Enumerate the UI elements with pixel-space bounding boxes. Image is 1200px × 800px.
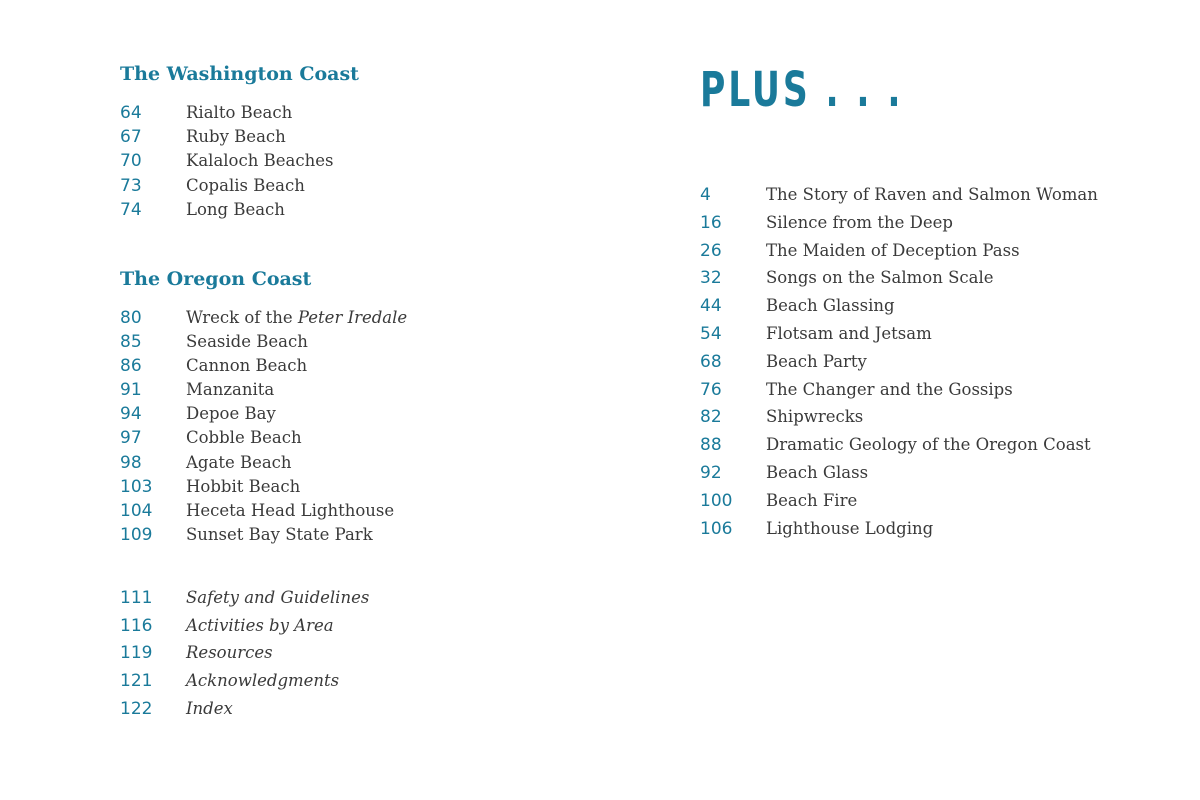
page-number: 70 <box>120 151 142 172</box>
page-number: 26 <box>700 240 722 261</box>
page-number: 76 <box>700 379 722 400</box>
entry-title: Cannon Beach <box>186 356 308 376</box>
entry-title: Seaside Beach <box>186 332 308 352</box>
page-number: 67 <box>120 127 142 148</box>
toc-entry[interactable] <box>700 376 1098 404</box>
entry-title: Cobble Beach <box>186 428 302 448</box>
toc-entry[interactable] <box>700 320 1098 348</box>
washington-coast-heading: The Washington Coast <box>120 63 359 85</box>
page-number: 103 <box>120 476 153 497</box>
entry-title: Heceta Head Lighthouse <box>186 500 395 520</box>
entry-title: Beach Fire <box>766 490 858 510</box>
toc-entry[interactable] <box>120 426 407 450</box>
back-matter-list <box>120 584 369 722</box>
entry-title: Long Beach <box>186 199 285 219</box>
page-number: 32 <box>700 268 722 289</box>
page-number: 44 <box>700 296 722 317</box>
page-number: 82 <box>700 407 722 428</box>
entry-title: The Story of Raven and Salmon Woman <box>766 185 1098 204</box>
toc-entry[interactable] <box>120 695 369 723</box>
entry-title: Index <box>186 698 233 718</box>
toc-entry[interactable] <box>700 292 1098 320</box>
page-number: 4 <box>700 185 711 205</box>
entry-title: Depoe Bay <box>186 404 276 424</box>
page-number: 92 <box>700 462 722 483</box>
toc-entry[interactable] <box>120 584 369 612</box>
entry-title: Beach Party <box>766 351 867 371</box>
entry-title: Acknowledgments <box>186 671 340 691</box>
page-number: 98 <box>120 452 142 473</box>
entry-title: Beach Glass <box>766 462 869 482</box>
page-number: 100 <box>700 490 733 511</box>
entry-title: Sunset Bay State Park <box>186 524 373 544</box>
entry-title: Flotsam and Jetsam <box>766 323 932 343</box>
entry-title: The Changer and the Gossips <box>766 379 1013 399</box>
page-number: 64 <box>120 103 142 123</box>
entry-title: Lighthouse Lodging <box>766 518 934 538</box>
page-number: 97 <box>120 428 142 449</box>
toc-entry[interactable] <box>120 402 407 426</box>
toc-entry[interactable] <box>120 499 407 523</box>
page-number: 16 <box>700 212 722 233</box>
page-number: 119 <box>120 643 153 664</box>
toc-entry[interactable] <box>700 515 1098 543</box>
toc-entry[interactable] <box>700 181 1098 209</box>
toc-entry[interactable] <box>700 403 1098 431</box>
page-number: 91 <box>120 380 142 401</box>
toc-entry[interactable] <box>700 431 1098 459</box>
page-number: 88 <box>700 435 722 456</box>
entry-title: Agate Beach <box>186 452 292 472</box>
ship-name: Peter Iredale <box>297 308 408 327</box>
entry-title: Rialto Beach <box>186 103 293 122</box>
toc-entry[interactable] <box>120 125 333 149</box>
entry-title: Shipwrecks <box>766 407 864 427</box>
toc-entry[interactable] <box>700 209 1098 237</box>
entry-title <box>186 306 407 330</box>
entry-title: Silence from the Deep <box>766 212 953 232</box>
entry-title: Beach Glassing <box>766 296 895 316</box>
page-number: 111 <box>120 588 153 608</box>
entry-title: Manzanita <box>186 380 275 400</box>
plus-heading: PLUS . . . <box>700 62 904 118</box>
page-number: 80 <box>120 308 142 328</box>
toc-entry[interactable] <box>700 237 1098 265</box>
toc-entry[interactable] <box>120 475 407 499</box>
page-number: 94 <box>120 404 142 425</box>
page-number: 122 <box>120 698 153 719</box>
page-number: 85 <box>120 332 142 353</box>
toc-entry[interactable] <box>700 487 1098 515</box>
toc-entry[interactable] <box>120 174 333 198</box>
entry-title: Resources <box>186 643 273 663</box>
toc-entry[interactable] <box>120 667 369 695</box>
toc-entry[interactable] <box>120 354 407 378</box>
toc-entry[interactable] <box>120 523 407 547</box>
page-number: 86 <box>120 356 142 377</box>
toc-entry[interactable] <box>120 451 407 475</box>
oregon-coast-list <box>120 306 407 547</box>
page-number: 121 <box>120 671 153 692</box>
toc-entry[interactable] <box>120 101 333 125</box>
entry-title: Activities by Area <box>186 615 334 635</box>
toc-entry[interactable] <box>120 330 407 354</box>
entry-title: The Maiden of Deception Pass <box>766 240 1020 260</box>
toc-entry[interactable] <box>700 264 1098 292</box>
page-number: 109 <box>120 524 153 545</box>
entry-title: Copalis Beach <box>186 175 305 195</box>
entry-title-prefix: Wreck of the <box>186 308 298 327</box>
page-number: 68 <box>700 351 722 372</box>
toc-entry[interactable] <box>700 459 1098 487</box>
toc-entry[interactable] <box>120 612 369 640</box>
entry-title: Songs on the Salmon Scale <box>766 268 994 288</box>
toc-entry[interactable] <box>120 198 333 222</box>
entry-title: Kalaloch Beaches <box>186 151 334 171</box>
toc-entry[interactable] <box>120 639 369 667</box>
toc-entry[interactable] <box>120 149 333 173</box>
washington-coast-list <box>120 101 333 222</box>
entry-title: Ruby Beach <box>186 127 286 147</box>
oregon-coast-heading: The Oregon Coast <box>120 268 312 290</box>
page-number: 74 <box>120 199 142 220</box>
plus-features-list <box>700 181 1098 542</box>
toc-entry[interactable] <box>700 348 1098 376</box>
toc-entry[interactable] <box>120 306 407 330</box>
page-number: 54 <box>700 323 722 344</box>
page-number: 104 <box>120 500 153 521</box>
page-number: 116 <box>120 615 153 636</box>
entry-title: Safety and Guidelines <box>186 588 370 607</box>
entry-title: Hobbit Beach <box>186 476 301 496</box>
page-number: 106 <box>700 518 733 539</box>
toc-entry[interactable] <box>120 378 407 402</box>
page-number: 73 <box>120 175 142 196</box>
entry-title: Dramatic Geology of the Oregon Coast <box>766 435 1091 455</box>
